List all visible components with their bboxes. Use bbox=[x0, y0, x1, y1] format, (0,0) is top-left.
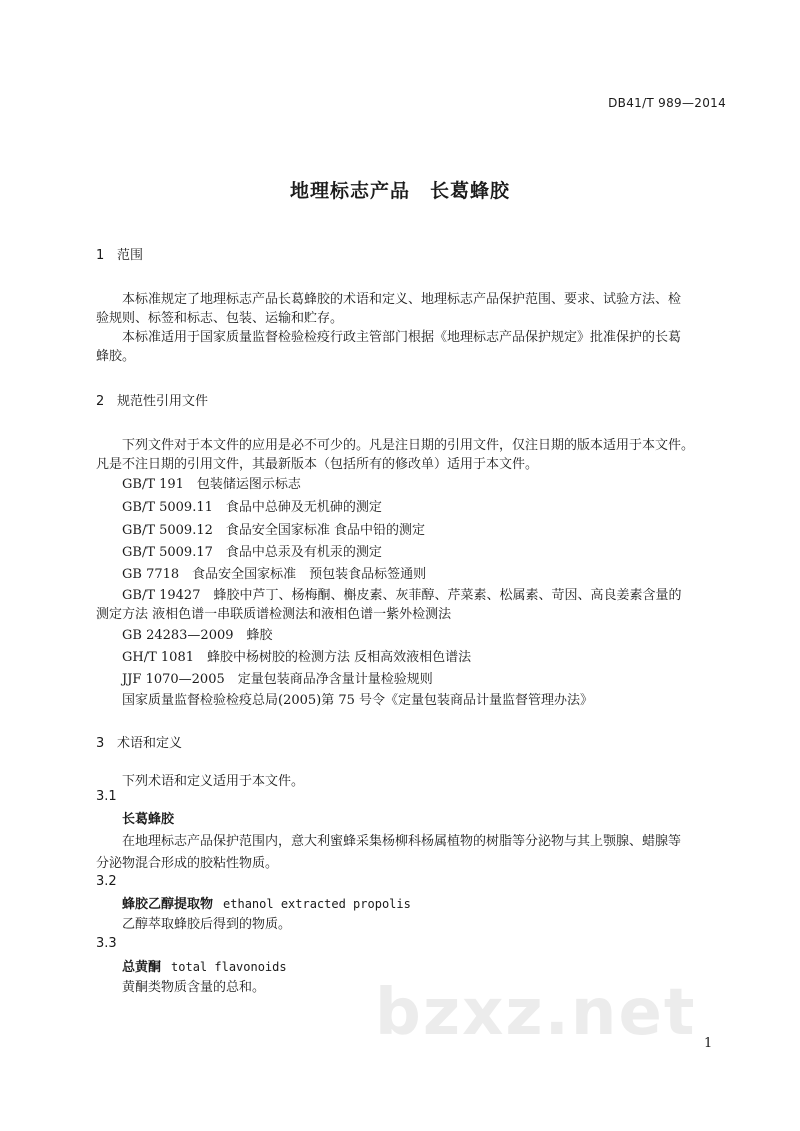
standard-number: DB41/T 989—2014 bbox=[608, 96, 726, 110]
reference-item: GB/T 5009.12 食品安全国家标准 食品中铅的测定 bbox=[122, 523, 426, 538]
reference-item: GB/T 5009.11 食品中总砷及无机砷的测定 bbox=[122, 500, 382, 515]
section-2-heading bbox=[96, 390, 208, 409]
section-3-heading bbox=[96, 732, 182, 751]
normative-intro-line-1: 下列文件对于本文件的应用是必不可少的。凡是注日期的引用文件，仅注日期的版本适用于本文件。 bbox=[122, 438, 695, 453]
scope-paragraph-2-line-1: 本标准适用于国家质量监督检验检疫行政主管部门根据《地理标志产品保护规定》批准保护的长葛 bbox=[122, 330, 682, 345]
scope-paragraph-1-line-2: 验规则、标签和标志、包装、运输和贮存。 bbox=[96, 311, 344, 326]
section-title: 规范性引用文件 bbox=[117, 394, 209, 409]
term-english-name: total flavonoids bbox=[171, 960, 287, 974]
reference-item: GB/T 19427 蜂胶中芦丁、杨梅酮、槲皮素、灰菲醇、芹菜素、松属素、苛因、高良姜素含量的 bbox=[122, 588, 682, 603]
reference-item: GB/T 5009.17 食品中总汞及有机汞的测定 bbox=[122, 545, 382, 560]
reference-item: GH/T 1081 蜂胶中杨树胶的检测方法 反相高效液相色谱法 bbox=[122, 650, 472, 665]
terms-intro: 下列术语和定义适用于本文件。 bbox=[122, 774, 305, 789]
watermark: bzxz.net bbox=[375, 976, 697, 1050]
term-number: 3.1 bbox=[96, 789, 117, 804]
section-number: 1 bbox=[96, 248, 105, 263]
term-definition-line-1: 在地理标志产品保护范围内，意大利蜜蜂采集杨柳科杨属植物的树脂等分泌物与其上颚腺、蜡腺等 bbox=[122, 834, 682, 849]
reference-item: 国家质量监督检验检疫总局(2005)第 75 号令《定量包装商品计量监督管理办法》 bbox=[122, 693, 594, 708]
scope-paragraph-2-line-2: 蜂胶。 bbox=[96, 349, 136, 364]
reference-item: GB 7718 食品安全国家标准 预包装食品标签通则 bbox=[122, 567, 427, 582]
scope-paragraph-1-line-1: 本标准规定了地理标志产品长葛蜂胶的术语和定义、地理标志产品保护范围、要求、试验方法、检 bbox=[122, 292, 682, 307]
term-name bbox=[122, 956, 287, 975]
term-chinese-name: 长葛蜂胶 bbox=[122, 812, 175, 827]
section-number: 3 bbox=[96, 736, 105, 751]
page-number: 1 bbox=[704, 1036, 713, 1051]
term-definition-line-2: 分泌物混合形成的胶粘性物质。 bbox=[96, 856, 279, 871]
term-number: 3.3 bbox=[96, 936, 117, 951]
term-english-name: ethanol extracted propolis bbox=[223, 897, 411, 911]
section-number: 2 bbox=[96, 394, 105, 409]
term-chinese-name: 蜂胶乙醇提取物 bbox=[122, 897, 214, 912]
section-title: 范围 bbox=[117, 248, 144, 263]
term-name bbox=[122, 808, 174, 827]
reference-item: JJF 1070—2005 定量包装商品净含量计量检验规则 bbox=[122, 672, 433, 687]
term-definition: 黄酮类物质含量的总和。 bbox=[122, 980, 266, 995]
section-1-heading bbox=[96, 244, 143, 263]
term-chinese-name: 总黄酮 bbox=[122, 960, 162, 975]
term-number: 3.2 bbox=[96, 874, 117, 889]
document-title: 地理标志产品 长葛蜂胶 bbox=[289, 180, 510, 202]
reference-item-continuation: 测定方法 液相色谱一串联质谱检测法和液相色谱一紫外检测法 bbox=[96, 607, 452, 622]
term-definition: 乙醇萃取蜂胶后得到的物质。 bbox=[122, 917, 292, 932]
reference-item: GB 24283—2009 蜂胶 bbox=[122, 628, 273, 643]
term-name bbox=[122, 893, 411, 912]
reference-item: GB/T 191 包装储运图示标志 bbox=[122, 477, 301, 492]
normative-intro-line-2: 凡是不注日期的引用文件，其最新版本（包括所有的修改单）适用于本文件。 bbox=[96, 457, 539, 472]
section-title: 术语和定义 bbox=[117, 736, 183, 751]
